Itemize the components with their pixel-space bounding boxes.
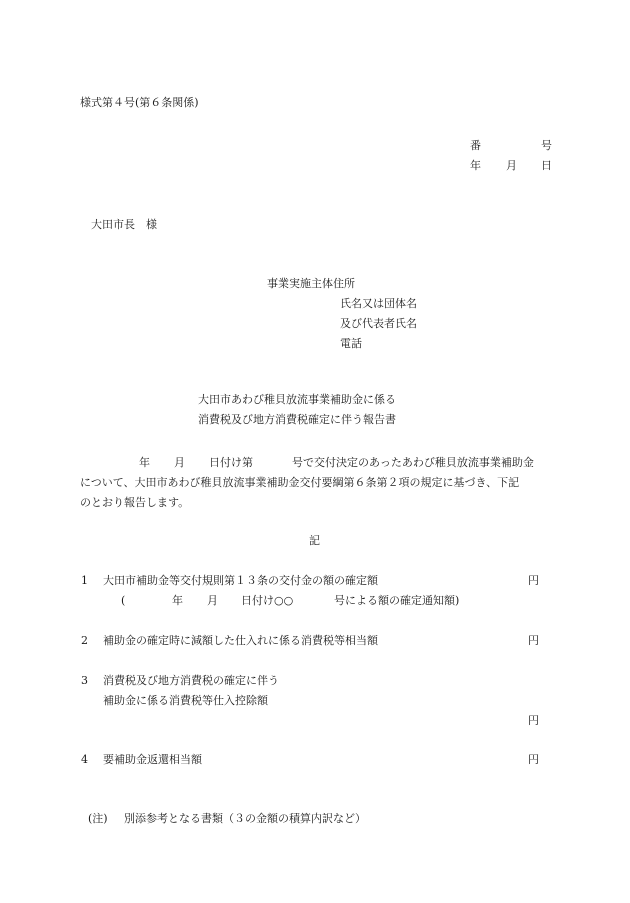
body-line-3: のとおり報告します。 bbox=[80, 496, 190, 509]
doc-ref-hi: 日 bbox=[541, 159, 552, 172]
item-label-line-2: 補助金に係る消費税等仕入控除額 bbox=[103, 694, 268, 707]
doc-ref-nen: 年 bbox=[470, 159, 481, 172]
item-unit: 円 bbox=[528, 574, 539, 587]
item-sub-rest: 号による額の確定通知額) bbox=[334, 594, 460, 607]
item-number: 4 bbox=[81, 753, 88, 766]
item-number: 2 bbox=[81, 634, 88, 647]
title-line-2: 消費税及び地方消費税確定に伴う報告書 bbox=[198, 413, 396, 426]
item-sub-hizuke: 日付け○○ bbox=[241, 594, 294, 607]
body-tsuki: 月 bbox=[174, 456, 185, 469]
item-unit: 円 bbox=[528, 714, 539, 727]
body-hizuke: 日付け第 bbox=[209, 456, 253, 469]
body-nen: 年 bbox=[139, 456, 150, 469]
sender-name-label: 氏名又は団体名 bbox=[340, 297, 417, 310]
sender-address-label: 事業実施主体住所 bbox=[267, 277, 355, 290]
item-label: 補助金の確定時に減額した仕入れに係る消費税等相当額 bbox=[103, 634, 378, 647]
item-sub-tsuki: 月 bbox=[207, 594, 218, 607]
item-sub-nen: 年 bbox=[172, 594, 183, 607]
body-line-1-rest: 号で交付決定のあったあわび稚貝放流事業補助金 bbox=[292, 456, 534, 469]
ki-heading: 記 bbox=[309, 534, 320, 547]
item-number: 1 bbox=[81, 574, 88, 587]
sender-phone-label: 電話 bbox=[340, 337, 362, 350]
item-label: 大田市補助金等交付規則第１３条の交付金の額の確定額 bbox=[103, 574, 378, 587]
item-number: 3 bbox=[81, 674, 88, 687]
doc-ref-ban: 番 bbox=[470, 139, 481, 152]
item-unit: 円 bbox=[528, 634, 539, 647]
form-number: 様式第４号(第６条関係) bbox=[80, 96, 199, 109]
sender-rep-label: 及び代表者氏名 bbox=[340, 317, 417, 330]
doc-ref-tsuki: 月 bbox=[506, 159, 517, 172]
title-line-1: 大田市あわび稚貝放流事業補助金に係る bbox=[198, 393, 396, 406]
item-sub-open: ( bbox=[121, 594, 126, 607]
body-line-2: について、大田市あわび稚貝放流事業補助金交付要綱第６条第２項の規定に基づき、下記 bbox=[80, 476, 520, 489]
item-unit: 円 bbox=[528, 753, 539, 766]
doc-ref-go: 号 bbox=[541, 139, 552, 152]
note-label: (注) bbox=[88, 812, 108, 825]
addressee: 大田市長 様 bbox=[91, 218, 157, 231]
note-text: 別添参考となる書類（３の金額の積算内訳など） bbox=[124, 812, 366, 825]
item-label-line-1: 消費税及び地方消費税の確定に伴う bbox=[103, 674, 279, 687]
item-label: 要補助金返還相当額 bbox=[103, 753, 202, 766]
